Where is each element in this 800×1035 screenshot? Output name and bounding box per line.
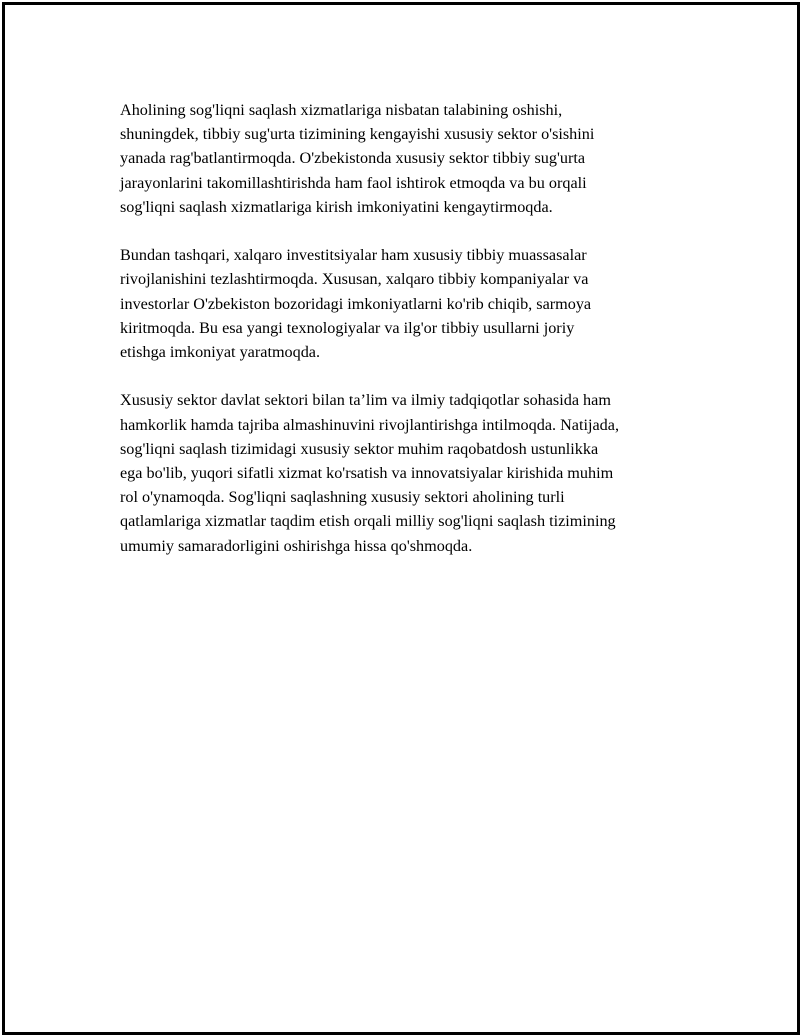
text-line: Aholining sog'liqni saqlash xizmatlariga nisbatan talabining oshishi, (120, 101, 563, 119)
text-line: sog'liqni saqlash tizimidagi xususiy sektor muhim raqobatdosh ustunlikka (120, 439, 599, 458)
paragraph-3 (120, 388, 700, 557)
text-line: hamkorlik hamda tajriba almashinuvini rivojlantirishga intilmoqda. Natijada, (120, 415, 619, 434)
text-line: shuningdek, tibbiy sug'urta tizimining kengayishi xususiy sektor o'sishini (120, 125, 595, 144)
text-line: jarayonlarini takomillashtirishda ham faol ishtirok etmoqda va bu orqali (120, 173, 587, 192)
document-body (120, 98, 700, 582)
text-line: rol o'ynamoqda. Sog'liqni saqlashning xususiy sektori aholining turli (120, 488, 565, 507)
text-line: qatlamlariga xizmatlar taqdim etish orqali milliy sog'liqni saqlash tizimining (120, 512, 616, 531)
text-line: umumiy samaradorligini oshirishga hissa qo'shmoqda. (120, 536, 473, 555)
text-line: sog'liqni saqlash xizmatlariga kirish imkoniyatini kengaytirmoqda. (120, 197, 553, 216)
text-line: Bundan tashqari, xalqaro investitsiyalar ham xususiy tibbiy muassasalar (120, 246, 587, 265)
text-line: ega bo'lib, yuqori sifatli xizmat ko'rsatish va innovatsiyalar kirishida muhim (120, 464, 614, 483)
text-line: rivojlanishini tezlashtirmoqda. Xususan, xalqaro tibbiy kompaniyalar va (120, 270, 589, 289)
text-line: kiritmoqda. Bu esa yangi texnologiyalar va ilg'or tibbiy usullarni joriy (120, 318, 575, 337)
text-line: Xususiy sektor davlat sektori bilan ta’lim va ilmiy tadqiqotlar sohasida ham (120, 391, 611, 410)
paragraph-2 (120, 243, 700, 364)
text-line: yanada rag'batlantirmoqda. O'zbekistonda xususiy sektor tibbiy sug'urta (120, 149, 586, 168)
paragraph-1 (120, 98, 700, 219)
page-frame (2, 2, 800, 1035)
text-line: etishga imkoniyat yaratmoqda. (120, 343, 321, 362)
text-line: investorlar O'zbekiston bozoridagi imkoniyatlarni ko'rib chiqib, sarmoya (120, 294, 592, 313)
